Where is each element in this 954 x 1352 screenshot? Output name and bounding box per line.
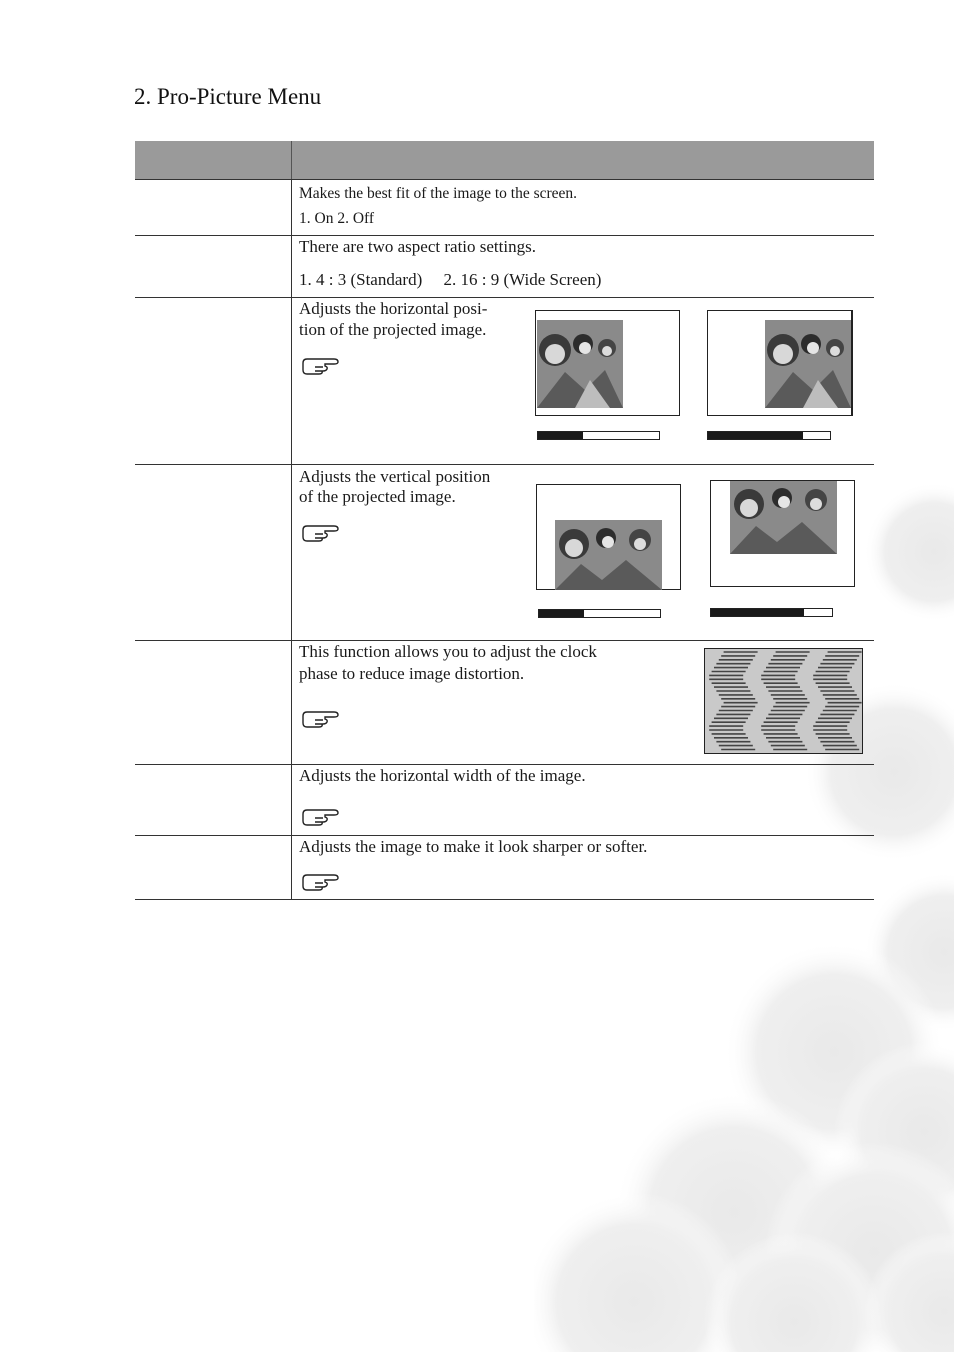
aspect-ratio-options: 1. 4 : 3 (Standard) 2. 16 : 9 (Wide Screen) [299,270,602,289]
aspect-ratio-description: There are two aspect ratio settings. [299,237,536,256]
page-title: 2. Pro-Picture Menu [134,84,322,109]
h-size-description: Adjusts the horizontal width of the image. [299,766,586,785]
pointing-hand-icon [301,707,341,729]
h-position-left-slider-fill [538,432,583,439]
h-position-right-slider [707,431,831,440]
pointing-hand-icon [301,870,341,892]
sharpness-description: Adjusts the image to make it look sharper or softer. [299,837,648,856]
v-position-description-line2: of the projected image. [299,487,456,506]
phase-description-line1: This function allows you to adjust the clock [299,642,597,661]
h-position-description-line2: tion of the projected image. [299,320,487,339]
v-position-upper-example-image [710,480,856,588]
table-row-horizontal-position [135,298,874,465]
h-position-description-line1: Adjusts the horizontal posi- [299,299,488,318]
pointing-hand-icon [301,805,341,827]
table-row-sharpness [135,836,874,900]
table-row-auto-adjust [135,180,874,236]
phase-distortion-pattern-image [704,648,863,754]
table-header [135,141,874,180]
header-function-cell [135,141,292,179]
v-position-lower-slider [538,609,661,618]
auto-adjust-options: 1. On 2. Off [299,210,375,227]
table-row-phase [135,641,874,765]
h-position-right-example-image [707,310,855,418]
v-position-upper-slider-fill [711,609,804,616]
v-position-description-line1: Adjusts the vertical position [299,467,491,486]
table-row-vertical-position [135,465,874,641]
pointing-hand-icon [301,521,341,543]
v-position-upper-slider [710,608,833,617]
table-row-h-size [135,765,874,836]
pro-picture-menu-table [135,141,874,900]
v-position-lower-slider-fill [539,610,584,617]
v-position-lower-example-image [536,484,682,592]
table-row-aspect-ratio [135,236,874,298]
h-position-right-slider-fill [708,432,803,439]
h-position-left-example-image [535,310,681,418]
h-position-left-slider [537,431,660,440]
pointing-hand-icon [301,354,341,376]
phase-description-line2: phase to reduce image distortion. [299,664,525,683]
auto-adjust-description: Makes the best fit of the image to the screen. [299,185,578,202]
